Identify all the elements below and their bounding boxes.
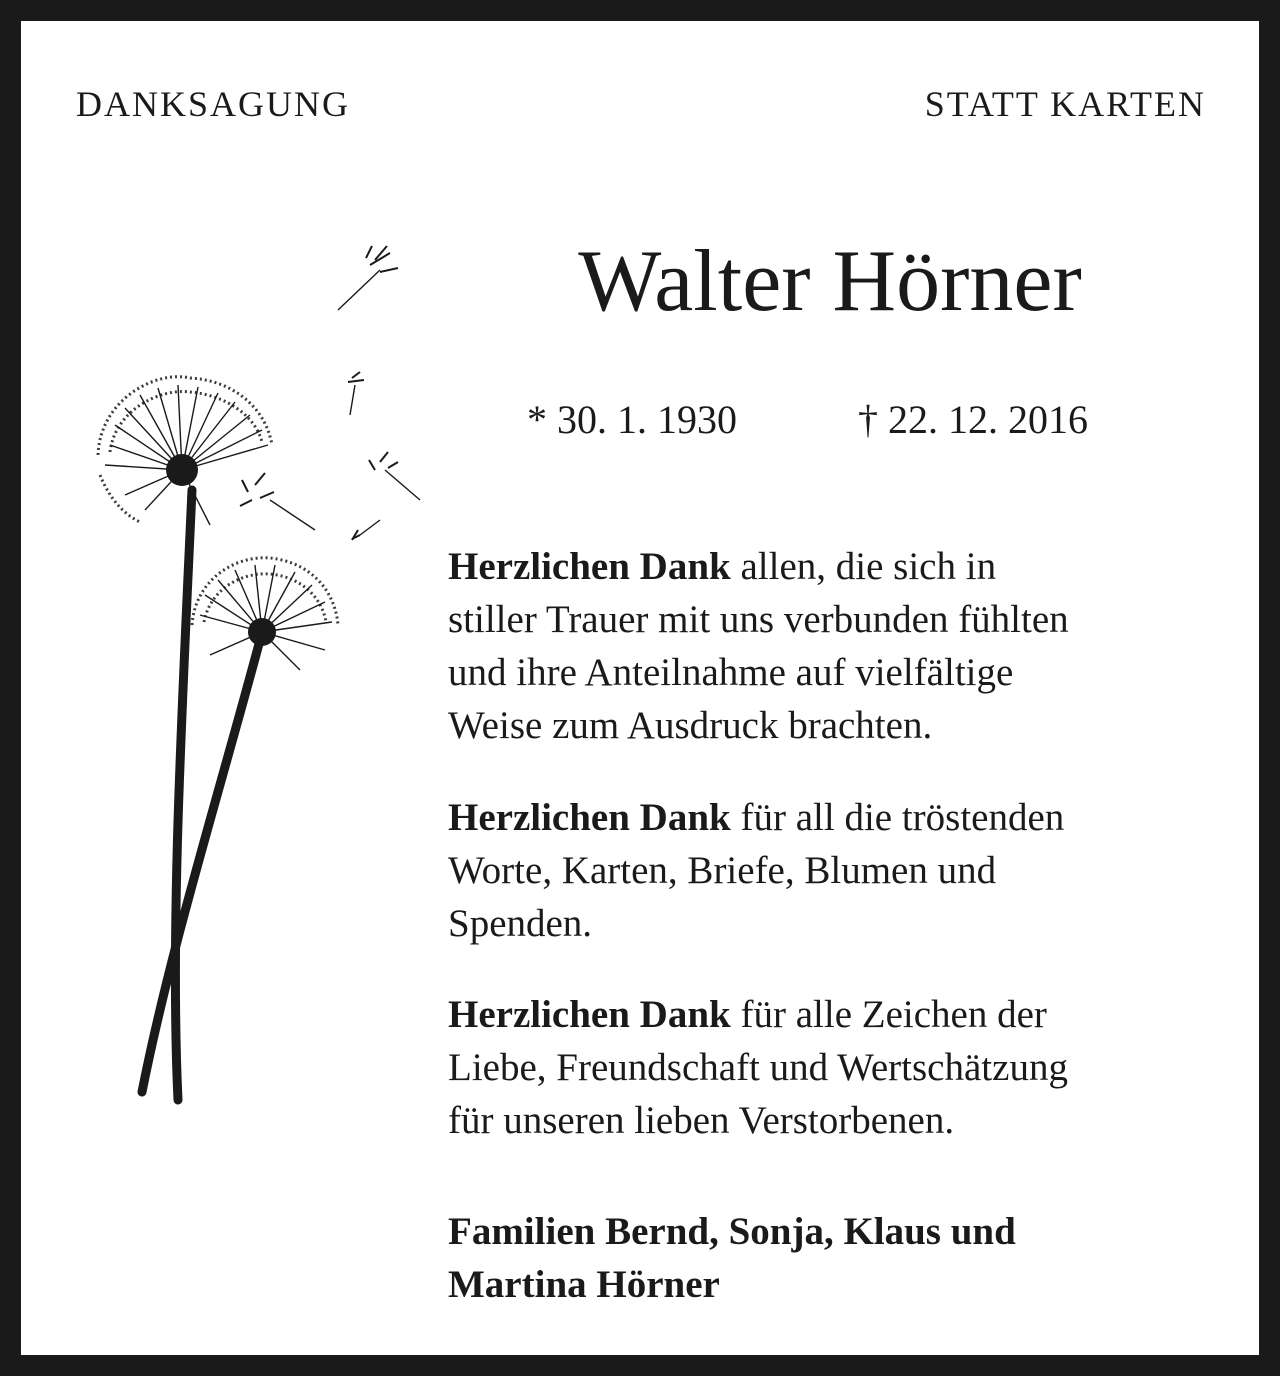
paragraph-line: und ihre Anteilnahme auf vielfältige (448, 651, 1014, 694)
dandelion-head-small (192, 558, 338, 670)
header-statt-karten: STATT KARTEN (924, 84, 1206, 124)
dandelion-seeds (240, 246, 420, 540)
birth-date: * 30. 1. 1930 (527, 397, 737, 442)
paragraph-line: für unseren lieben Verstorbenen. (448, 1099, 955, 1142)
paragraph-line: Liebe, Freundschaft und Wertschätzung (448, 1046, 1068, 1089)
thanks-lead: Herzlichen Dank (448, 545, 731, 588)
paragraph-line: für alle Zeichen der (730, 993, 1047, 1036)
signature-line-2: Martina Hörner (448, 1263, 720, 1306)
dandelion-icon (70, 230, 440, 1120)
paragraph-line: für all die tröstenden (730, 796, 1065, 839)
signature-line-1: Familien Bernd, Sonja, Klaus und (448, 1210, 1016, 1253)
header-danksagung: DANKSAGUNG (76, 84, 351, 124)
thanks-lead: Herzlichen Dank (448, 993, 731, 1036)
paragraph-line: Weise zum Ausdruck brachten. (448, 704, 933, 747)
deceased-name: Walter Hörner (578, 233, 1082, 330)
death-date: † 22. 12. 2016 (858, 397, 1088, 442)
signature (448, 1205, 1228, 1311)
thanks-paragraph-1 (448, 540, 1228, 752)
thanks-paragraph-3 (448, 988, 1228, 1147)
paragraph-line: Spenden. (448, 902, 593, 945)
paragraph-line: Worte, Karten, Briefe, Blumen und (448, 849, 997, 892)
paragraph-line: allen, die sich in (730, 545, 997, 588)
paragraph-line: stiller Trauer mit uns verbunden fühlten (448, 598, 1069, 641)
thanks-lead: Herzlichen Dank (448, 796, 731, 839)
thanks-paragraph-2 (448, 791, 1228, 950)
